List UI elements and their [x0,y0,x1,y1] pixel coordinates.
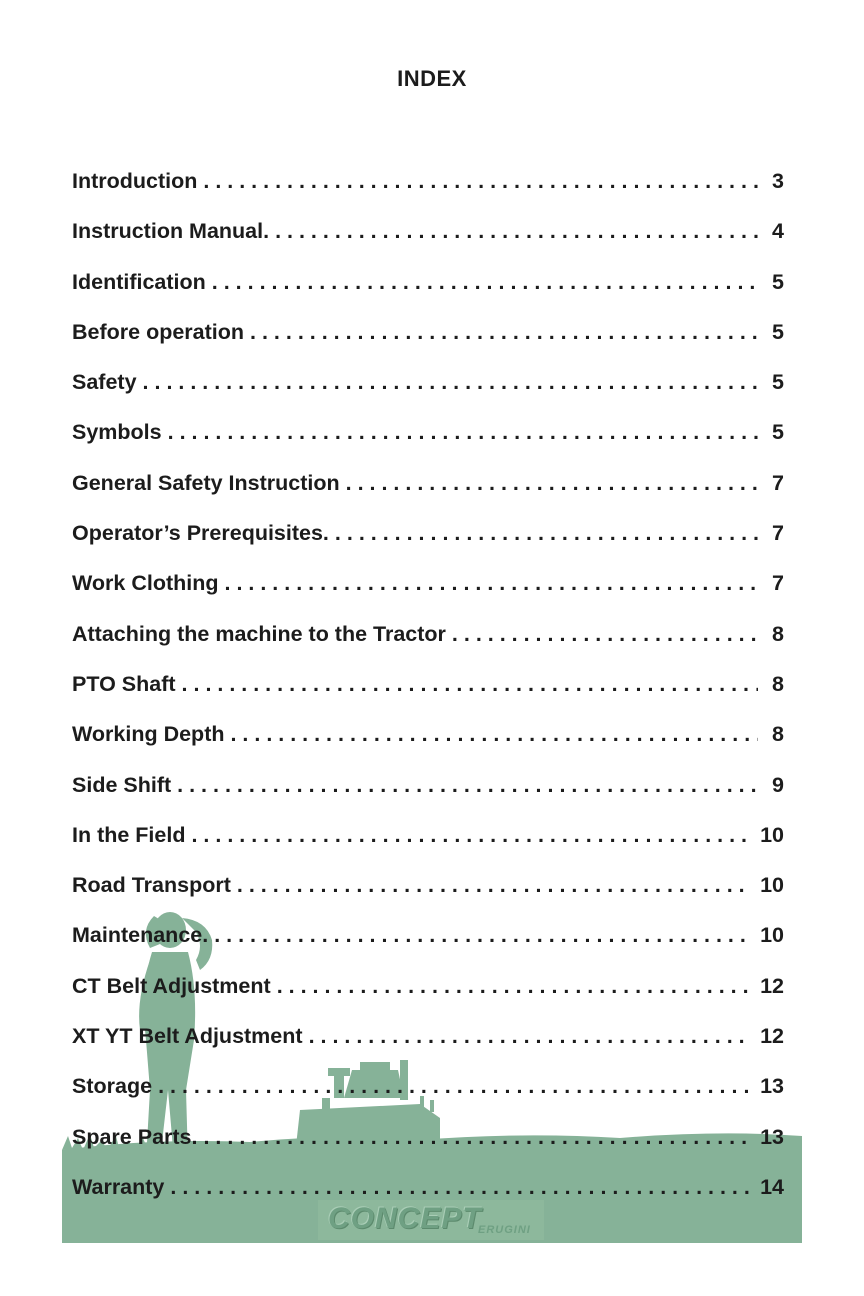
toc-entry-label: General Safety Instruction [72,470,340,495]
logo-main-text: CONCEPT [328,1202,482,1235]
toc-entry-road-transport[interactable] [72,868,784,918]
toc-leader-dots [168,415,758,449]
toc-entry-page: 7 [772,571,784,596]
toc-entry-pto-shaft[interactable] [72,667,784,717]
toc-leader-dots [170,1170,752,1204]
toc-entry-label: XT YT Belt Adjustment [72,1024,303,1049]
table-of-contents [72,164,784,1220]
toc-leader-dots [309,1019,753,1053]
toc-entry-storage[interactable] [72,1069,784,1119]
toc-leader-dots [203,1120,752,1154]
toc-leader-dots [346,466,758,500]
toc-entry-general-safety-instruction[interactable] [72,466,784,516]
logo-sub-text: ERUGINI [478,1224,531,1236]
toc-leader-dots [182,667,758,701]
toc-entry-page: 10 [760,923,784,948]
toc-leader-dots [335,516,758,550]
toc-entry-label: Identification [72,269,206,294]
toc-entry-attaching-machine[interactable] [72,617,784,667]
toc-entry-label: In the Field [72,822,186,847]
toc-entry-operators-prerequisites[interactable] [72,516,784,566]
toc-entry-symbols[interactable] [72,415,784,465]
toc-entry-page: 13 [760,1074,784,1099]
toc-entry-xt-yt-belt-adjustment[interactable] [72,1019,784,1069]
toc-entry-page: 5 [772,269,784,294]
toc-entry-label: Symbols [72,420,162,445]
toc-entry-label: Storage [72,1074,153,1099]
toc-leader-dots [143,365,758,399]
toc-entry-page: 5 [772,420,784,445]
toc-entry-page: 12 [760,973,784,998]
toc-entry-page: 9 [772,772,784,797]
toc-entry-page: 13 [760,1124,784,1149]
toc-leader-dots [452,617,758,651]
toc-entry-instruction-manual[interactable] [72,214,784,264]
toc-entry-page: 3 [772,169,784,193]
toc-entry-page: 14 [760,1174,784,1199]
toc-entry-spare-parts[interactable] [72,1120,784,1170]
toc-entry-label: Instruction Manual. [72,219,270,244]
toc-entry-page: 8 [772,671,784,696]
toc-entry-working-depth[interactable] [72,717,784,767]
toc-entry-page: 10 [760,873,784,898]
concept-logo [318,1200,544,1240]
toc-entry-page: 7 [772,521,784,546]
toc-entry-page: 5 [772,319,784,344]
toc-entry-page: 7 [772,470,784,495]
toc-entry-page: 10 [760,822,784,847]
toc-leader-dots [158,1069,752,1103]
toc-entry-page: 5 [772,370,784,395]
toc-entry-in-the-field[interactable] [72,818,784,868]
toc-entry-work-clothing[interactable] [72,566,784,616]
toc-entry-label: Warranty [72,1174,165,1199]
toc-leader-dots [230,717,758,751]
toc-entry-identification[interactable] [72,265,784,315]
toc-entry-label: Attaching the machine to the Tractor [72,621,446,646]
toc-entry-page: 4 [772,219,784,244]
toc-entry-label: Introduction [72,169,198,193]
toc-entry-page: 8 [772,621,784,646]
toc-leader-dots [277,969,752,1003]
toc-entry-safety[interactable] [72,365,784,415]
toc-entry-label: PTO Shaft [72,671,176,696]
toc-entry-label: Operator’s Prerequisites. [72,521,329,546]
toc-entry-label: Working Depth [72,722,225,747]
toc-entry-label: Side Shift [72,772,172,797]
toc-leader-dots [191,818,752,852]
toc-leader-dots [212,265,758,299]
toc-leader-dots [214,918,752,952]
toc-entry-page: 8 [772,722,784,747]
toc-leader-dots [237,868,752,902]
toc-entry-introduction[interactable] [72,164,784,214]
toc-leader-dots [250,315,758,349]
toc-leader-dots [275,214,758,248]
index-title: INDEX [397,66,467,91]
toc-entry-label: Before operation [72,319,245,344]
toc-entry-maintenance[interactable] [72,918,784,968]
toc-entry-label: Road Transport [72,873,231,898]
toc-entry-label: Safety [72,370,137,395]
toc-leader-dots [225,566,758,600]
toc-entry-label: CT Belt Adjustment [72,973,271,998]
toc-entry-label: Spare Parts. [72,1124,198,1149]
toc-leader-dots [203,164,758,198]
toc-entry-side-shift[interactable] [72,768,784,818]
toc-entry-label: Work Clothing [72,571,219,596]
toc-leader-dots [177,768,758,802]
toc-entry-label: Maintenance. [72,923,209,948]
toc-entry-before-operation[interactable] [72,315,784,365]
toc-entry-page: 12 [760,1024,784,1049]
toc-entry-ct-belt-adjustment[interactable] [72,969,784,1019]
